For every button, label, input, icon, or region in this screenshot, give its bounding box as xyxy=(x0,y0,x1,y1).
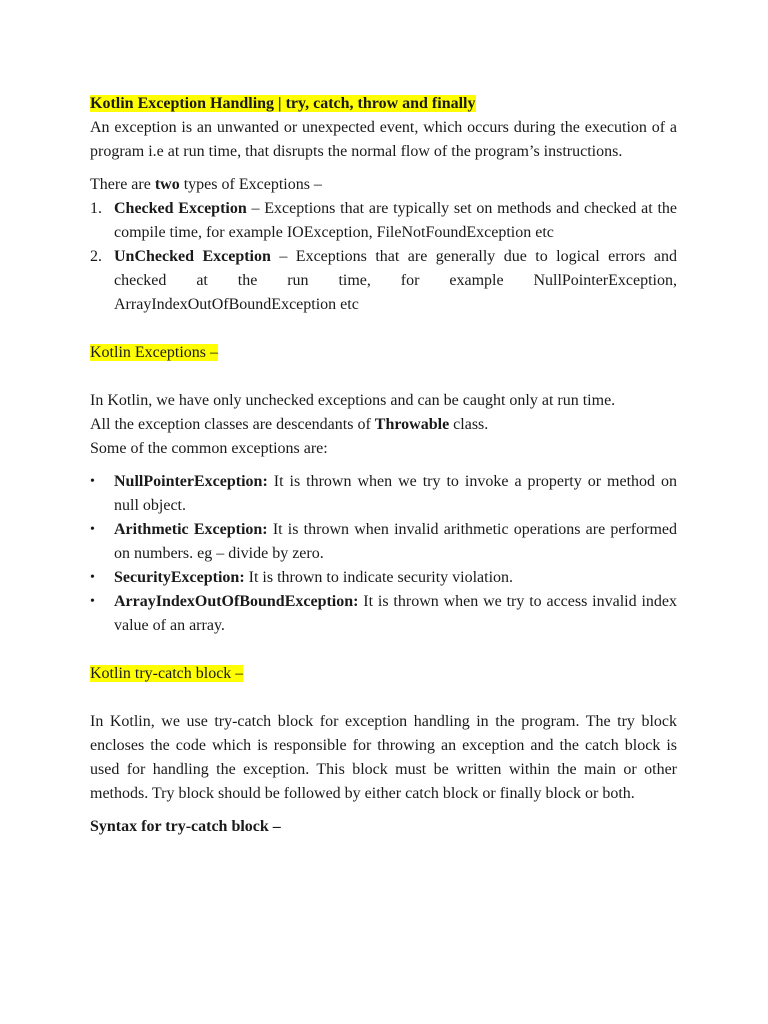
list-item xyxy=(90,470,677,518)
list-marker: 1. xyxy=(90,200,102,217)
list-item-text: – Exceptions that are typically set on methods and checked at the compile time, for example IOException, FileNotFoundException etc xyxy=(114,200,678,241)
list-item-term: Arithmetic Exception: xyxy=(114,521,268,538)
document-content xyxy=(90,92,677,839)
bullet-icon: • xyxy=(90,522,95,537)
list-item xyxy=(90,245,677,317)
intro-paragraph: An exception is an unwanted or unexpected event, which occurs during the execution of a program i.e at run time, that disrupts the normal flow of the program’s instructions. xyxy=(90,119,677,160)
list-item-text: It is thrown when we try to access invalid index value of an array. xyxy=(114,593,677,634)
try-catch-paragraph: In Kotlin, we use try-catch block for exception handling in the program. The try block encloses the code which is responsible for throwing an exception and the catch block is used for handling the exception. This block must be written within the main or other methods. Try block should be followed by either catch block or finally block or both. xyxy=(90,713,677,802)
list-marker: 2. xyxy=(90,248,102,265)
list-item-text: It is thrown to indicate security violation. xyxy=(244,569,514,586)
list-item xyxy=(90,197,677,245)
line2-prefix: All the exception classes are descendants of xyxy=(90,416,375,433)
document-title xyxy=(90,92,677,116)
list-item xyxy=(90,590,677,638)
heading-highlight: Kotlin try-catch block – xyxy=(90,665,244,682)
section-heading-try-catch xyxy=(90,662,677,686)
list-item-term: NullPointerException: xyxy=(114,473,268,490)
list-item-text: It is thrown when we try to invoke a property or method on null object. xyxy=(114,473,677,514)
list-item-text: It is thrown when invalid arithmetic operations are performed on numbers. eg – divide by zero. xyxy=(114,521,678,562)
throwable-term: Throwable xyxy=(374,416,450,433)
list-item xyxy=(90,518,677,566)
section-heading-kotlin-exceptions xyxy=(90,341,677,365)
heading-highlight: Kotlin Exceptions – xyxy=(90,344,218,361)
bullet-icon: • xyxy=(90,474,95,489)
kotlin-exceptions-line1: In Kotlin, we have only unchecked exceptions and can be caught only at run time. xyxy=(90,392,616,409)
exception-types-list xyxy=(90,197,677,317)
syntax-heading: Syntax for try-catch block – xyxy=(90,818,281,835)
title-highlight: Kotlin Exception Handling | try, catch, throw and finally xyxy=(90,95,476,112)
types-suffix: types of Exceptions – xyxy=(179,176,322,193)
list-item-term: SecurityException: xyxy=(114,569,245,586)
list-item-text: – Exceptions that are generally due to logical errors and checked at the run time, for example NullPointerException, ArrayIndexOutOfBoundException etc xyxy=(114,248,678,313)
kotlin-exceptions-line2 xyxy=(90,413,677,437)
list-item xyxy=(90,566,677,590)
list-item-term: UnChecked Exception xyxy=(114,248,271,265)
line2-suffix: class. xyxy=(449,416,489,433)
types-intro xyxy=(90,173,677,197)
list-item-term: ArrayIndexOutOfBoundException: xyxy=(114,593,359,610)
list-item-term: Checked Exception xyxy=(114,200,247,217)
bullet-icon: • xyxy=(90,570,95,585)
kotlin-exceptions-line3: Some of the common exceptions are: xyxy=(90,440,328,457)
types-prefix: There are xyxy=(90,176,155,193)
types-count: two xyxy=(154,176,180,193)
common-exceptions-list xyxy=(90,470,677,638)
bullet-icon: • xyxy=(90,594,95,609)
